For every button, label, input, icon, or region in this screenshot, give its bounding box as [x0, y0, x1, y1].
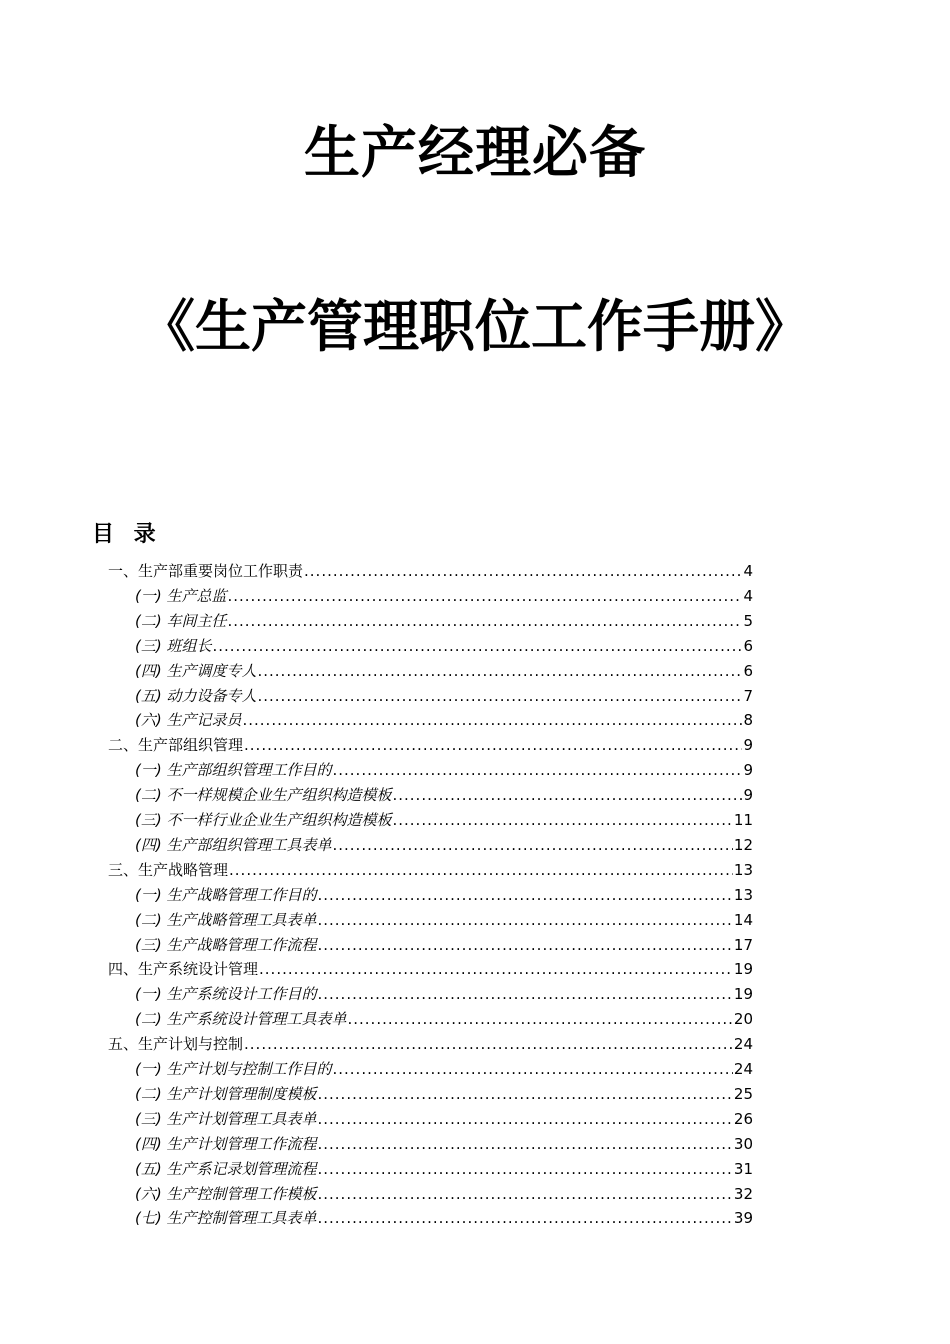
toc-dot-leader — [244, 733, 742, 758]
toc-page-number: 20 — [733, 1010, 753, 1029]
toc-section-entry[interactable] — [135, 933, 753, 958]
toc-dot-leader — [317, 908, 732, 933]
toc-entry-title: (三) 生产计划管理工具表单 — [135, 1109, 317, 1128]
toc-section-entry[interactable] — [135, 783, 753, 808]
toc-dot-leader — [227, 584, 742, 609]
toc-entry-title: (六) 生产控制管理工作模板 — [135, 1184, 317, 1203]
toc-entry-title: (一) 生产系统设计工作目的 — [135, 985, 317, 1004]
toc-dot-leader — [332, 758, 742, 783]
toc-section-entry[interactable] — [135, 1132, 753, 1157]
toc-page-number: 8 — [743, 711, 753, 730]
toc-page-number: 26 — [733, 1109, 753, 1128]
toc-entry-title: 一、生产部重要岗位工作职责 — [108, 562, 304, 580]
toc-page-number: 6 — [743, 661, 753, 680]
toc-dot-leader — [304, 559, 742, 584]
toc-page-number: 32 — [733, 1184, 753, 1203]
toc-page-number: 12 — [733, 835, 753, 854]
toc-section-entry[interactable] — [135, 883, 753, 908]
toc-entry-title: 四、生产系统设计管理 — [108, 960, 259, 979]
toc-dot-leader — [317, 982, 732, 1007]
toc-entry-title: (二) 车间主任 — [135, 611, 227, 630]
toc-entry-title: (二) 不一样规模企业生产组织构造模板 — [135, 786, 392, 805]
toc-page-number: 4 — [743, 562, 753, 580]
toc-dot-leader — [229, 858, 733, 883]
toc-entry-title: (一) 生产战略管理工作目的 — [135, 885, 317, 904]
toc-page-number: 19 — [733, 960, 753, 979]
toc-entry-title: (三) 班组长 — [135, 636, 212, 655]
toc-section-entry[interactable] — [135, 1182, 753, 1207]
toc-dot-leader — [347, 1007, 732, 1032]
toc-section-entry[interactable] — [135, 684, 753, 709]
toc-entry-title: (六) 生产记录员 — [135, 711, 242, 730]
toc-section-entry[interactable] — [135, 584, 753, 609]
toc-page-number: 11 — [733, 811, 753, 829]
toc-section-entry[interactable] — [135, 1107, 753, 1132]
toc-entry-title: (四) 生产调度专人 — [135, 661, 257, 680]
document-subtitle: 《生产管理职位工作手册》 — [139, 295, 811, 360]
toc-section-entry[interactable] — [135, 659, 753, 684]
toc-page-number: 25 — [733, 1084, 753, 1103]
toc-section-entry[interactable] — [135, 833, 753, 858]
toc-page-number: 17 — [733, 935, 753, 954]
toc-page-number: 14 — [733, 910, 753, 929]
toc-section-entry[interactable] — [135, 982, 753, 1007]
toc-page-number: 31 — [733, 1159, 753, 1178]
toc-dot-leader — [392, 808, 732, 833]
toc-page-number: 9 — [743, 761, 753, 780]
toc-page-number: 24 — [733, 1035, 753, 1054]
toc-section-entry[interactable] — [135, 1206, 753, 1231]
toc-entry-title: (一) 生产计划与控制工作目的 — [135, 1060, 332, 1078]
toc-entry-title: (二) 生产系统设计管理工具表单 — [135, 1010, 347, 1029]
toc-dot-leader — [259, 957, 733, 982]
toc-entry-title: (四) 生产部组织管理工具表单 — [135, 835, 332, 854]
toc-section-entry[interactable] — [135, 1007, 753, 1032]
toc-dot-leader — [212, 634, 742, 659]
toc-page-number: 9 — [743, 786, 753, 805]
toc-entry-title: (四) 生产计划管理工作流程 — [135, 1134, 317, 1153]
toc-dot-leader — [317, 883, 732, 908]
toc-entry-title: (二) 生产战略管理工具表单 — [135, 910, 317, 929]
toc-section-entry[interactable] — [135, 609, 753, 634]
toc-page-number: 13 — [733, 860, 753, 879]
toc-dot-leader — [227, 609, 742, 634]
toc-entry-title: 二、生产部组织管理 — [108, 736, 244, 755]
toc-entry-title: (二) 生产计划管理制度模板 — [135, 1084, 317, 1103]
toc-dot-leader — [332, 833, 732, 858]
toc-dot-leader — [392, 783, 742, 808]
toc-chapter-entry[interactable] — [108, 733, 753, 758]
toc-entry-title: 三、生产战略管理 — [108, 860, 229, 879]
toc-page-number: 30 — [733, 1134, 753, 1153]
toc-page-number: 24 — [733, 1060, 753, 1078]
toc-section-entry[interactable] — [135, 634, 753, 659]
toc-dot-leader — [317, 1132, 732, 1157]
toc-entry-title: (一) 生产部组织管理工作目的 — [135, 761, 332, 780]
toc-entry-title: (三) 不一样行业企业生产组织构造模板 — [135, 811, 392, 829]
toc-page-number: 4 — [743, 586, 753, 605]
toc-section-entry[interactable] — [135, 1057, 753, 1082]
toc-dot-leader — [257, 659, 742, 684]
toc-page-number: 9 — [743, 736, 753, 755]
toc-section-entry[interactable] — [135, 808, 753, 833]
toc-dot-leader — [332, 1057, 732, 1082]
toc-section-entry[interactable] — [135, 758, 753, 783]
document-title: 生产经理必备 — [304, 121, 646, 186]
toc-page-number: 7 — [743, 686, 753, 705]
toc-chapter-entry[interactable] — [108, 858, 753, 883]
toc-entry-title: (一) 生产总监 — [135, 586, 227, 605]
toc-dot-leader — [317, 1082, 732, 1107]
toc-section-entry[interactable] — [135, 708, 753, 733]
toc-heading: 目 录 — [92, 522, 162, 547]
toc-dot-leader — [242, 708, 742, 733]
toc-page-number: 6 — [743, 636, 753, 655]
toc-section-entry[interactable] — [135, 1157, 753, 1182]
toc-page-number: 13 — [733, 885, 753, 904]
toc-dot-leader — [317, 933, 732, 958]
toc-page-number: 5 — [743, 611, 753, 630]
toc-dot-leader — [244, 1032, 733, 1057]
toc-chapter-entry[interactable] — [108, 957, 753, 982]
toc-dot-leader — [317, 1107, 732, 1132]
toc-chapter-entry[interactable] — [108, 1032, 753, 1057]
toc-chapter-entry[interactable] — [108, 559, 753, 584]
toc-entry-title: (七) 生产控制管理工具表单 — [135, 1209, 317, 1228]
toc-dot-leader — [317, 1182, 732, 1207]
toc-dot-leader — [257, 684, 742, 709]
toc-page-number: 19 — [733, 985, 753, 1004]
toc-section-entry[interactable] — [135, 908, 753, 933]
toc-section-entry[interactable] — [135, 1082, 753, 1107]
toc-entry-title: (三) 生产战略管理工作流程 — [135, 935, 317, 954]
toc-dot-leader — [317, 1206, 732, 1231]
toc-entry-title: (五) 生产系记录划管理流程 — [135, 1159, 317, 1178]
toc-entry-title: 五、生产计划与控制 — [108, 1035, 244, 1054]
toc-entry-title: (五) 动力设备专人 — [135, 686, 257, 705]
toc-dot-leader — [317, 1157, 732, 1182]
toc-page-number: 39 — [733, 1209, 753, 1228]
